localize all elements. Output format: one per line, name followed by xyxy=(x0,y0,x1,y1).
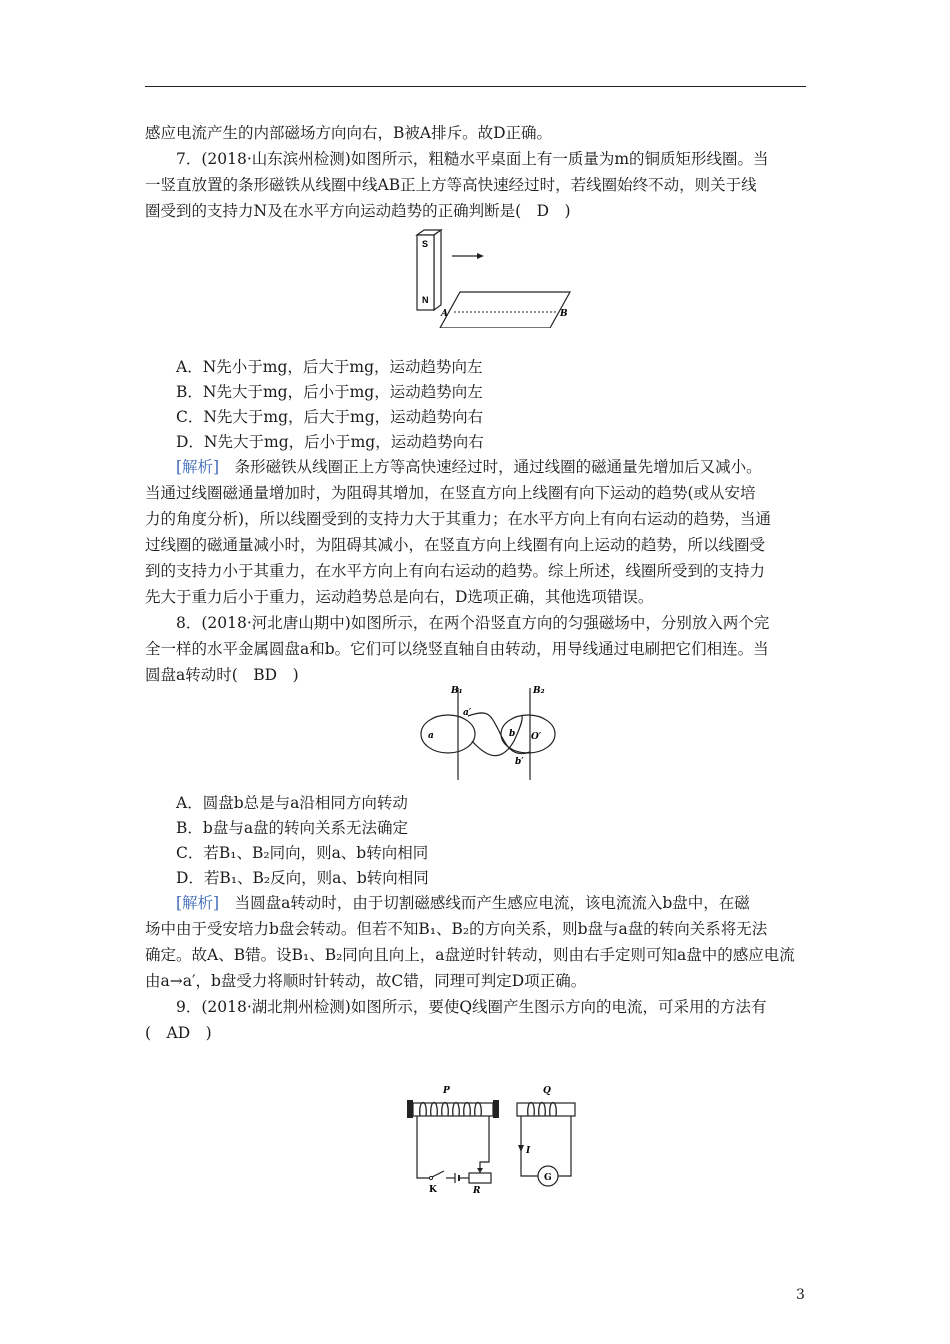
analysis-label: [解析] xyxy=(176,894,220,912)
question-7-line: 一竖直放置的条形磁铁从线圈中线AB正上方等高快速经过时，若线圈始终不动，则关于线 xyxy=(145,176,757,194)
option-d: D．若B₁、B₂反向，则a、b转向相同 xyxy=(176,869,429,887)
question-7-line: 圈受到的支持力N及在水平方向运动趋势的正确判断是( D ) xyxy=(145,202,571,220)
page-number: 3 xyxy=(796,1287,805,1303)
question-8-line: 圆盘a转动时( BD ) xyxy=(145,666,299,684)
switch-k xyxy=(432,1171,444,1177)
option-d: D．N先大于mg，后小于mg，运动趋势向右 xyxy=(176,433,484,451)
question-7-line: 7．(2018·山东滨州检测)如图所示，粗糙水平桌面上有一质量为m的铜质矩形线圈。当 xyxy=(176,150,769,168)
magnet-pole-s: S xyxy=(422,239,429,249)
analysis-label: [解析] xyxy=(176,458,220,476)
analysis-7-line: 力的角度分析)，所以线圈受到的支持力大于其重力；在水平方向上有向右运动的趋势，当通 xyxy=(145,510,772,528)
field-b2-label: B₂ xyxy=(533,686,545,696)
analysis-8-line: 场中由于受安培力b盘会转动。但若不知B₁、B₂的方向关系，则b盘与a盘的转向关系将无法 xyxy=(145,920,768,938)
slider-arrow-icon xyxy=(477,1168,483,1173)
wire-1 xyxy=(468,713,530,754)
option-a: A．N先小于mg，后大于mg，运动趋势向左 xyxy=(176,358,483,376)
analysis-7-line xyxy=(145,454,806,480)
galvanometer-label: G xyxy=(544,1173,552,1183)
brush-b-prime-label: b′ xyxy=(515,757,524,767)
disk-b-label: b xyxy=(509,729,516,739)
analysis-8-line xyxy=(145,890,806,916)
question-9-line: ( AD ) xyxy=(145,1024,212,1042)
figure-two-disks xyxy=(418,684,578,784)
axis-o-prime-label: O′ xyxy=(531,732,542,742)
core-right-end xyxy=(493,1100,499,1118)
current-i-label: I xyxy=(526,1146,531,1156)
option-c: C．若B₁、B₂同向，则a、b转向相同 xyxy=(176,844,429,862)
analysis-7-line: 到的支持力小于其重力，在水平方向上有向右运动的趋势。综上所述，线圈所受到的支持力 xyxy=(145,562,766,580)
option-c: C．N先大于mg，后大于mg，运动趋势向右 xyxy=(176,408,484,426)
option-a: A．圆盘b总是与a沿相同方向转动 xyxy=(176,794,408,812)
current-arrow-icon xyxy=(518,1145,524,1152)
analysis-text: 当圆盘a转动时，由于切割磁感线而产生感应电流，该电流流入b盘中，在磁 xyxy=(219,894,750,912)
rheostat-r-label: R xyxy=(473,1186,481,1194)
switch-k-label: K xyxy=(429,1185,437,1194)
disk-a-label: a xyxy=(428,731,434,741)
point-b-label: B xyxy=(560,309,568,319)
rheostat-r xyxy=(469,1173,491,1183)
figure-coils-circuit xyxy=(400,1082,590,1194)
rectangular-coil xyxy=(440,292,570,328)
magnet-side-face xyxy=(434,230,441,310)
question-8-line: 全一样的水平金属圆盘a和b。它们可以绕竖直轴自由转动，用导线通过电刷把它们相连。当 xyxy=(145,640,769,658)
analysis-8-line: 由a→a′，b盘受力将顺时针转动，故C错，同理可判定D项正确。 xyxy=(145,972,587,990)
coil-q-core xyxy=(517,1103,575,1116)
analysis-7-line: 先大于重力后小于重力，运动趋势总是向右，D选项正确，其他选项错误。 xyxy=(145,588,654,606)
option-b: B．N先大于mg，后小于mg，运动趋势向左 xyxy=(176,383,483,401)
coil-p-label: P xyxy=(443,1086,450,1096)
analysis-text: 条形磁铁从线圈正上方等高快速经过时，通过线圈的磁通量先增加后又减小。 xyxy=(219,458,762,476)
wire-p-left xyxy=(417,1116,430,1178)
text-line: 感应电流产生的内部磁场方向向右，B被A排斥。故D正确。 xyxy=(145,124,553,142)
analysis-7-line: 当通过线圈磁通量增加时，为阻碍其增加，在竖直方向上线圈有向下运动的趋势(或从安培 xyxy=(145,484,756,502)
coil-p-windings xyxy=(420,1103,482,1117)
core-left-end xyxy=(407,1100,413,1118)
field-b1-label: B₁ xyxy=(451,686,463,696)
magnet-pole-n: N xyxy=(422,295,429,305)
analysis-8-line: 确定。故A、B错。设B₁、B₂同向且向上，a盘逆时针转动，则由右手定则可知a盘中的感应电流 xyxy=(145,946,795,964)
question-8-line: 8．(2018·河北唐山期中)如图所示，在两个沿竖直方向的匀强磁场中，分别放入两个完 xyxy=(176,614,770,632)
point-a-label: A xyxy=(441,309,448,319)
wire-q-right xyxy=(558,1116,571,1176)
brush-a-prime-label: a′ xyxy=(463,708,472,718)
figure-magnet-coil xyxy=(410,228,580,328)
question-9-line: 9．(2018·湖北荆州检测)如图所示，要使Q线圈产生图示方向的电流，可采用的方法有 xyxy=(176,998,767,1016)
header-rule xyxy=(145,86,806,87)
analysis-7-line: 过线圈的磁通量减小时，为阻碍其减小，在竖直方向上线圈有向上运动的趋势，所以线圈受 xyxy=(145,536,766,554)
arrow-head-icon xyxy=(477,253,484,259)
wire-p-right xyxy=(480,1116,489,1173)
coil-q-label: Q xyxy=(543,1086,551,1096)
coil-q-windings xyxy=(528,1103,557,1117)
option-b: B．b盘与a盘的转向关系无法确定 xyxy=(176,819,409,837)
